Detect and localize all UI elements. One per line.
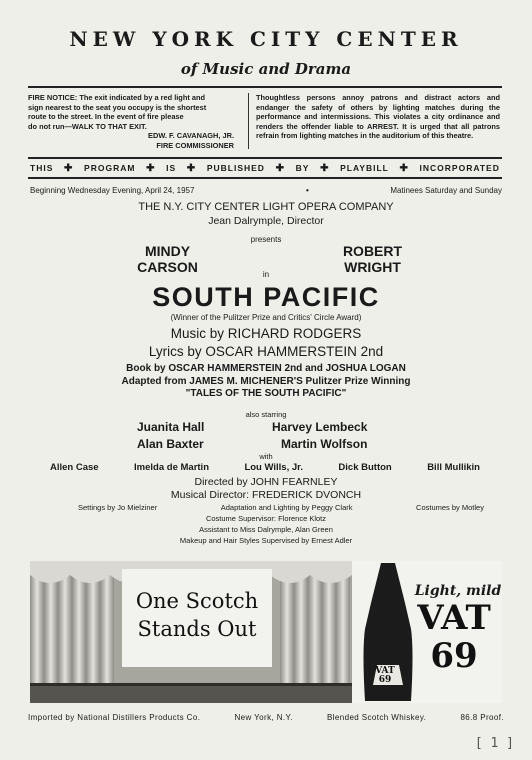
cross-icon: ✚ xyxy=(320,162,330,174)
playbill-word: BY xyxy=(295,163,310,173)
masthead-rule xyxy=(28,86,502,88)
musical-director-credit: Musical Director: FREDERICK DVONCH xyxy=(170,489,362,501)
footer-text: Imported by National Distillers Products Co. xyxy=(28,713,201,722)
settings-credit: Settings by Jo Mielziner xyxy=(78,503,158,512)
cross-icon: ✚ xyxy=(64,162,74,174)
in-text: in xyxy=(262,270,270,279)
fire-notice-line: sign nearest to the seat you occupy is the shortest xyxy=(28,102,207,112)
adapted-credit: Adapted from JAMES M. MICHENER'S Pulitzer Prize Winning xyxy=(121,376,411,387)
star-first-name: MINDY xyxy=(144,243,191,259)
footer-text: Blended Scotch Whiskey. xyxy=(326,713,427,722)
ad-slogan xyxy=(122,587,272,643)
fire-notice-line: FIRE NOTICE: The exit indicated by a red light and xyxy=(28,93,205,102)
fire-notice xyxy=(28,93,240,151)
with-text: with xyxy=(259,452,273,461)
page-number: [ 1 ] xyxy=(474,736,514,751)
also-starring-text: also starring xyxy=(245,410,287,419)
ad-brand-line: 69 xyxy=(430,636,478,676)
ad-slogan-line: One Scotch xyxy=(135,589,259,613)
cross-icon: ✚ xyxy=(186,162,197,174)
cast-row xyxy=(50,462,480,473)
cross-icon: ✚ xyxy=(275,162,285,174)
bottle-label-line: 69 xyxy=(378,675,392,685)
costar-name: Juanita Hall xyxy=(137,420,205,434)
star-first-name: ROBERT xyxy=(342,243,403,259)
bullet-icon: • xyxy=(305,186,309,195)
director-credit: Directed by JOHN FEARNLEY xyxy=(194,476,338,488)
masthead-subtitle: of Music and Drama xyxy=(180,60,352,78)
cast-name: Lou Wills, Jr. xyxy=(244,462,303,473)
ad-slogan-line: Stands Out xyxy=(137,617,257,641)
fire-commissioner-title: FIRE COMMISSIONER xyxy=(156,140,234,150)
cast-name: Bill Mullikin xyxy=(427,462,480,473)
cross-icon: ✚ xyxy=(146,162,156,174)
cross-icon: ✚ xyxy=(399,162,409,174)
lyrics-credit: Lyrics by OSCAR HAMMERSTEIN 2nd xyxy=(148,344,384,359)
fire-notice-line: do not run—WALK TO THAT EXIT. xyxy=(28,121,147,131)
ad-footer xyxy=(28,713,504,722)
playbill-word: PLAYBILL xyxy=(340,163,389,173)
costume-supervisor-credit: Costume Supervisor: Florence Klotz xyxy=(205,514,327,523)
design-credits xyxy=(78,503,484,512)
ad-tagline: Light, mild xyxy=(414,583,502,599)
bottle-label-line: VAT xyxy=(375,666,395,676)
masthead: NEW YORK CITY CENTER xyxy=(69,27,463,51)
playbill-word: INCORPORATED xyxy=(419,163,500,173)
ad-brand xyxy=(406,599,502,675)
book-credit: Book by OSCAR HAMMERSTEIN 2nd and JOSHUA LOGAN xyxy=(126,363,406,374)
footer-text: 86.8 Proof. xyxy=(460,713,504,722)
playbill-bar xyxy=(28,157,502,179)
playbill-word: PROGRAM xyxy=(84,163,136,173)
footer-text: New York, N.Y. xyxy=(234,713,293,722)
dateline xyxy=(30,186,502,195)
costumes-credit: Costumes by Motley xyxy=(416,503,484,512)
fire-commissioner-name: EDW. F. CAVANAGH, JR. xyxy=(148,131,234,141)
lighting-credit: Adaptation and Lighting by Peggy Clark xyxy=(220,503,353,512)
company-director: Jean Dalrymple, Director xyxy=(208,215,324,227)
star-last-name: CARSON xyxy=(137,259,198,275)
award-note: (Winner of the Pulitzer Prize and Critics' Circle Award) xyxy=(170,313,362,322)
costar-name: Harvey Lembeck xyxy=(272,420,368,434)
show-title: SOUTH PACIFIC xyxy=(152,282,380,312)
cast-name: Allen Case xyxy=(50,462,99,473)
cast-name: Imelda de Martin xyxy=(134,462,209,473)
costar-name: Martin Wolfson xyxy=(281,437,368,451)
company-name: THE N.Y. CITY CENTER LIGHT OPERA COMPANY xyxy=(138,201,394,213)
playbill-word: IS xyxy=(166,163,177,173)
music-credit: Music by RICHARD RODGERS xyxy=(170,326,362,341)
makeup-credit: Makeup and Hair Styles Supervised by Ernest Adler xyxy=(179,536,353,545)
playbill-word: PUBLISHED xyxy=(206,163,265,173)
star-last-name: WRIGHT xyxy=(344,259,401,275)
cast-name: Dick Button xyxy=(338,462,392,473)
vat69-advertisement xyxy=(30,561,502,703)
assistant-credit: Assistant to Miss Dalrymple, Alan Green xyxy=(199,525,333,534)
bottle-label xyxy=(362,667,408,685)
ad-brand-line: VAT xyxy=(417,598,491,638)
fire-notice-line: route to the street. In the event of fire please xyxy=(28,112,184,122)
costar-name: Alan Baxter xyxy=(137,437,204,451)
smoking-notice: Thoughtless persons annoy patrons and distract actors and endanger the safety of others by lighting matches during the performance and intermissions. This violates a city ordinance and renders the offender liable to ARREST. It is urged that all patrons refrain from lighting matches in the auditorium of this theatre. xyxy=(256,93,500,141)
matinee-info: Matinees Saturday and Sunday xyxy=(390,186,502,195)
notice-divider xyxy=(248,93,249,149)
playbill-word: THIS xyxy=(30,163,54,173)
source-title: "TALES OF THE SOUTH PACIFIC" xyxy=(185,388,347,399)
opening-date: Beginning Wednesday Evening, April 24, 1957 xyxy=(30,186,195,195)
presents-text: presents xyxy=(250,235,282,244)
star-robert-wright xyxy=(300,243,445,275)
